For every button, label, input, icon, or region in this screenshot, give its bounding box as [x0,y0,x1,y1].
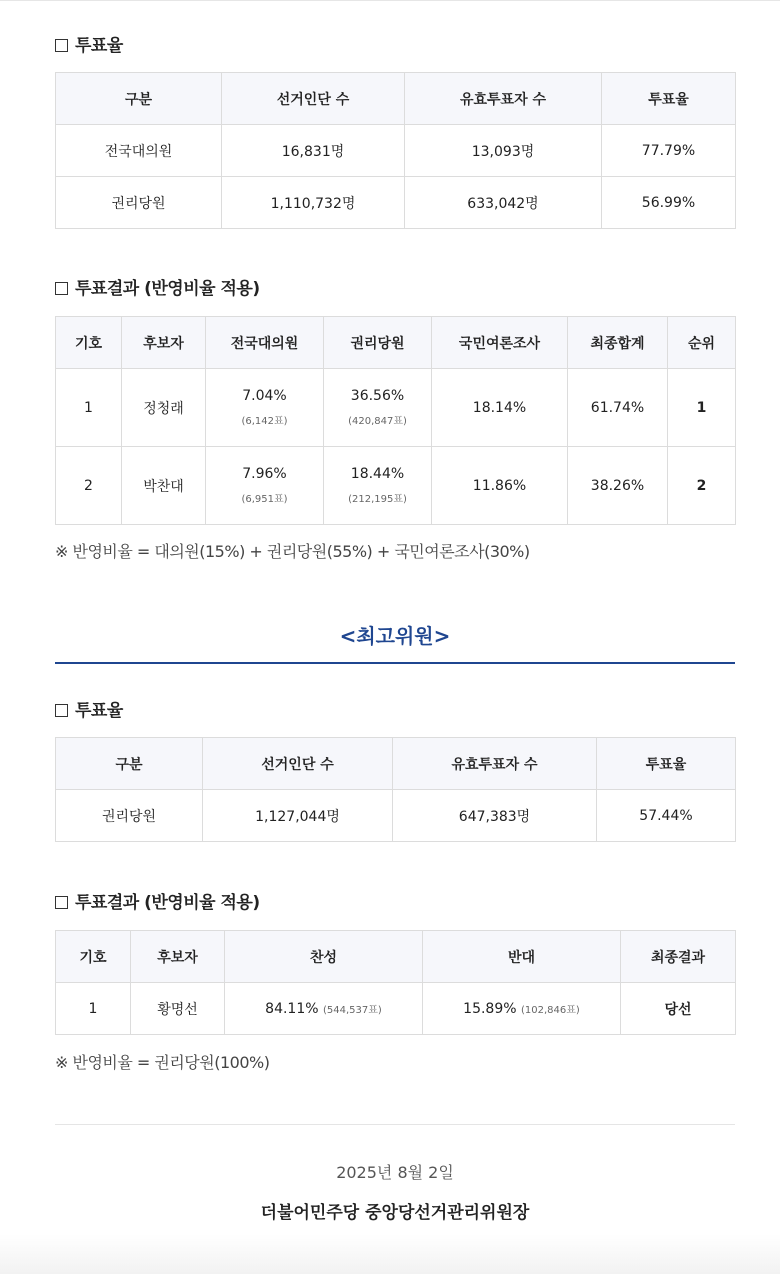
header-cell: 권리당원 [324,317,432,369]
header-cell: 후보자 [122,317,206,369]
header-cell: 유효투표자 수 [393,738,597,790]
table-row [56,177,736,229]
candidate-number: 2 [56,447,122,525]
ratio-note-2: ※ 반영비율 = 권리당원(100%) [55,1053,270,1072]
poll-pct: 11.86% [432,447,568,525]
committee-signature: 더불어민주당 중앙당선거관리위원장 [260,1203,530,1223]
candidate-number: 1 [56,369,122,447]
header-cell: 구분 [56,738,203,790]
candidate-name: 황명선 [131,983,225,1035]
checkbox-square-icon [55,282,68,295]
table-header-row [56,931,736,983]
no-votes: (102,846표) [521,1004,580,1016]
table-row [56,369,736,447]
header-cell: 선거인단 수 [222,73,405,125]
header-cell: 찬성 [225,931,423,983]
turnout-table-1 [55,72,736,229]
total-pct: 38.26% [568,447,668,525]
yes-votes: (544,537표) [323,1004,382,1016]
no-pct: 15.89% [463,1000,517,1017]
checkbox-square-icon [55,704,68,717]
poll-pct: 18.14% [432,369,568,447]
table-header-row [56,73,736,125]
result-table-2 [55,930,736,1035]
section-divider [55,662,735,664]
member-votes: (420,847표) [348,416,407,427]
delegate-votes: (6,142표) [241,416,288,427]
header-cell: 기호 [56,317,122,369]
yes-cell [225,983,423,1035]
table-cell: 57.44% [597,790,736,842]
header-cell: 후보자 [131,931,225,983]
candidate-number: 1 [56,983,131,1035]
rank: 1 [668,369,736,447]
turnout-title-2: 투표율 [55,696,123,721]
checkbox-square-icon [55,39,68,52]
delegate-votes: (6,951표) [241,494,288,505]
table-cell: 권리당원 [56,790,203,842]
candidate-name: 정청래 [122,369,206,447]
header-cell: 최종합계 [568,317,668,369]
table-cell: 1,110,732명 [222,177,405,229]
member-pct: 18.44% [350,466,405,482]
header-cell: 순위 [668,317,736,369]
table-row [56,125,736,177]
member-cell [324,369,432,447]
announcement-date: 2025년 8월 2일 [336,1163,454,1182]
table-header-row [56,738,736,790]
table-cell: 633,042명 [405,177,602,229]
header-cell: 투표율 [597,738,736,790]
table-cell: 647,383명 [393,790,597,842]
final-result: 당선 [621,983,736,1035]
table-cell: 16,831명 [222,125,405,177]
bottom-fade [0,1234,780,1274]
result-title-2: 투표결과 (반영비율 적용) [55,888,260,913]
table-row [56,447,736,525]
delegate-cell [206,369,324,447]
header-cell: 최종결과 [621,931,736,983]
total-pct: 61.74% [568,369,668,447]
header-cell: 기호 [56,931,131,983]
delegate-pct: 7.96% [242,466,287,482]
footer-divider [55,1124,735,1125]
delegate-cell [206,447,324,525]
member-cell [324,447,432,525]
member-pct: 36.56% [350,388,405,404]
table-cell: 77.79% [602,125,736,177]
header-cell: 반대 [423,931,621,983]
table-cell: 1,127,044명 [203,790,393,842]
header-cell: 국민여론조사 [432,317,568,369]
candidate-name: 박찬대 [122,447,206,525]
table-header-row [56,317,736,369]
no-cell [423,983,621,1035]
table-row [56,790,736,842]
result-table-1 [55,316,736,525]
ratio-note-1: ※ 반영비율 = 대의원(15%) + 권리당원(55%) + 국민여론조사(30%) [55,542,530,561]
result-title-1: 투표결과 (반영비율 적용) [55,274,260,299]
header-cell: 투표율 [602,73,736,125]
table-cell: 56.99% [602,177,736,229]
yes-pct: 84.11% [265,1000,319,1017]
table-cell: 전국대의원 [56,125,222,177]
top-divider [0,0,780,1]
delegate-pct: 7.04% [242,388,287,404]
rank: 2 [668,447,736,525]
table-cell: 13,093명 [405,125,602,177]
header-cell: 유효투표자 수 [405,73,602,125]
table-row [56,983,736,1035]
header-cell: 전국대의원 [206,317,324,369]
header-cell: 선거인단 수 [203,738,393,790]
checkbox-square-icon [55,896,68,909]
member-votes: (212,195표) [348,494,407,505]
header-cell: 구분 [56,73,222,125]
turnout-title-1: 투표율 [55,31,123,56]
turnout-table-2 [55,737,736,842]
section-heading-supreme-council: <최고위원> [339,624,451,648]
table-cell: 권리당원 [56,177,222,229]
